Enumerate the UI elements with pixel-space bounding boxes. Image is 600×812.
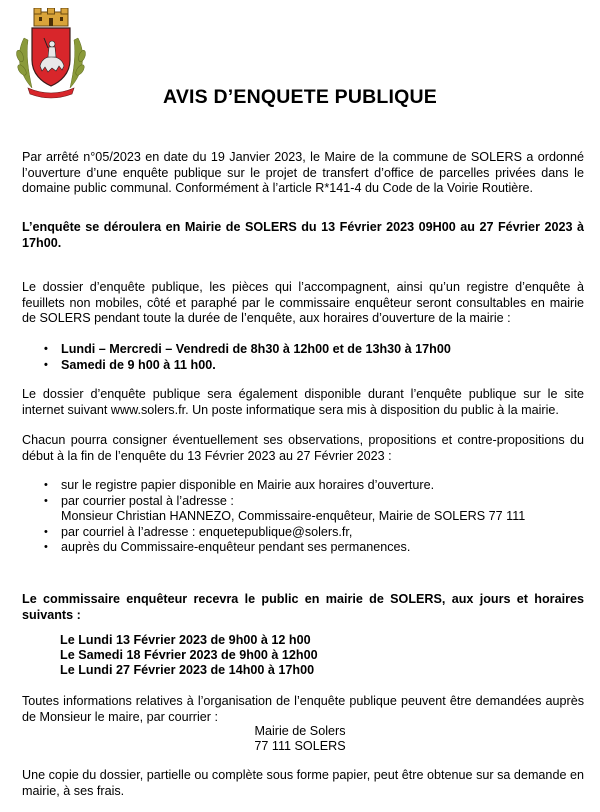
list-item (44, 478, 584, 494)
page-title: AVIS D’ENQUETE PUBLIQUE (162, 86, 438, 108)
bullet-icon: • (44, 494, 48, 507)
inquiry-dates-paragraph (22, 220, 584, 251)
bullet-icon: • (44, 541, 48, 554)
bullet-icon: • (44, 525, 48, 538)
list-item (44, 494, 584, 525)
address-line-2: 77 111 SOLERS (254, 739, 346, 753)
method-in-person: auprès du Commissaire-enquêteur pendant ses permanences. (61, 540, 411, 555)
method-email: par courriel à l’adresse : enquetepublique@solers.fr, (61, 524, 353, 539)
method-postal-address: Monsieur Christian HANNEZO, Commissaire-enquêteur, Mairie de SOLERS 77 111 (61, 509, 526, 524)
address-line-1: Mairie de Solers (254, 724, 346, 738)
opening-hours-weekdays: Lundi – Mercredi – Vendredi de 8h30 à 12h00 et de 13h30 à 17h00 (61, 342, 451, 356)
copy-paragraph: Une copie du dossier, partielle ou complète sous forme papier, peut être obtenue sur sa demande en mairie, à ses frais. (22, 768, 584, 798)
session-3: Le Lundi 27 Février 2023 de 14h00 à 17h00 (60, 663, 315, 677)
method-register: sur le registre papier disponible en Mairie aux horaires d’ouverture. (61, 478, 435, 492)
info-paragraph: Toutes informations relatives à l’organisation de l’enquête publique peuvent être demandées auprès de Monsieur le maire, par courrier : (22, 694, 584, 724)
list-item (44, 358, 584, 374)
session-2: Le Samedi 18 Février 2023 de 9h00 à 12h00 (60, 648, 318, 662)
observation-methods-list (44, 478, 584, 556)
session-1: Le Lundi 13 Février 2023 de 9h00 à 12 h00 (60, 633, 311, 647)
bullet-icon: • (44, 343, 48, 355)
internet-paragraph: Le dossier d’enquête publique sera également disponible durant l’enquête publique sur le site internet suivant www.solers.fr. Un poste informatique sera mis à disposition du public à la mairie. (22, 387, 584, 417)
observations-paragraph: Chacun pourra consigner éventuellement ses observations, propositions et contre-propositions du début à la fin de l’enquête du 13 Février 2023 au 27 Février 2023 : (22, 433, 584, 463)
dossier-paragraph: Le dossier d’enquête publique, les pièces qui l’accompagnent, ainsi qu’un registre d’enquête à feuillets non mobiles, côté et paraphé par le commissaire enquêteur seront consultables en mairie de SOLERS pendant toute la durée de l’enquête, aux horaires d’ouverture de la mairie : (22, 280, 584, 326)
commissioner-heading: Le commissaire enquêteur recevra le public en mairie de SOLERS, aux jours et horaires suivants : (22, 592, 584, 622)
intro-paragraph: Par arrêté n°05/2023 en date du 19 Janvier 2023, le Maire de la commune de SOLERS a ordonné l’ouverture d’une enquête publique sur le projet de transfert d’office de parcelles privées dans le domaine public communal. Conformément à l’article R*141-4 du Code de la Voirie Routière. (22, 150, 584, 196)
bullet-icon: • (44, 479, 48, 491)
opening-hours-saturday: Samedi de 9 h00 à 11 h00. (61, 357, 216, 372)
mural-crown (34, 8, 68, 26)
list-item (44, 342, 584, 358)
bullet-icon: • (44, 358, 48, 371)
inquiry-dates-text-part1: L’enquête se déroulera en Mairie de SOLERS du (22, 220, 322, 234)
opening-hours-list (44, 342, 584, 373)
list-item (44, 540, 584, 556)
list-item (44, 525, 584, 541)
inquiry-dates-text-part2: 13 Février 2023 09H00 au 27 Février 2023 à 17h00. (22, 220, 584, 250)
method-postal-label: par courrier postal à l’adresse : (61, 493, 234, 508)
